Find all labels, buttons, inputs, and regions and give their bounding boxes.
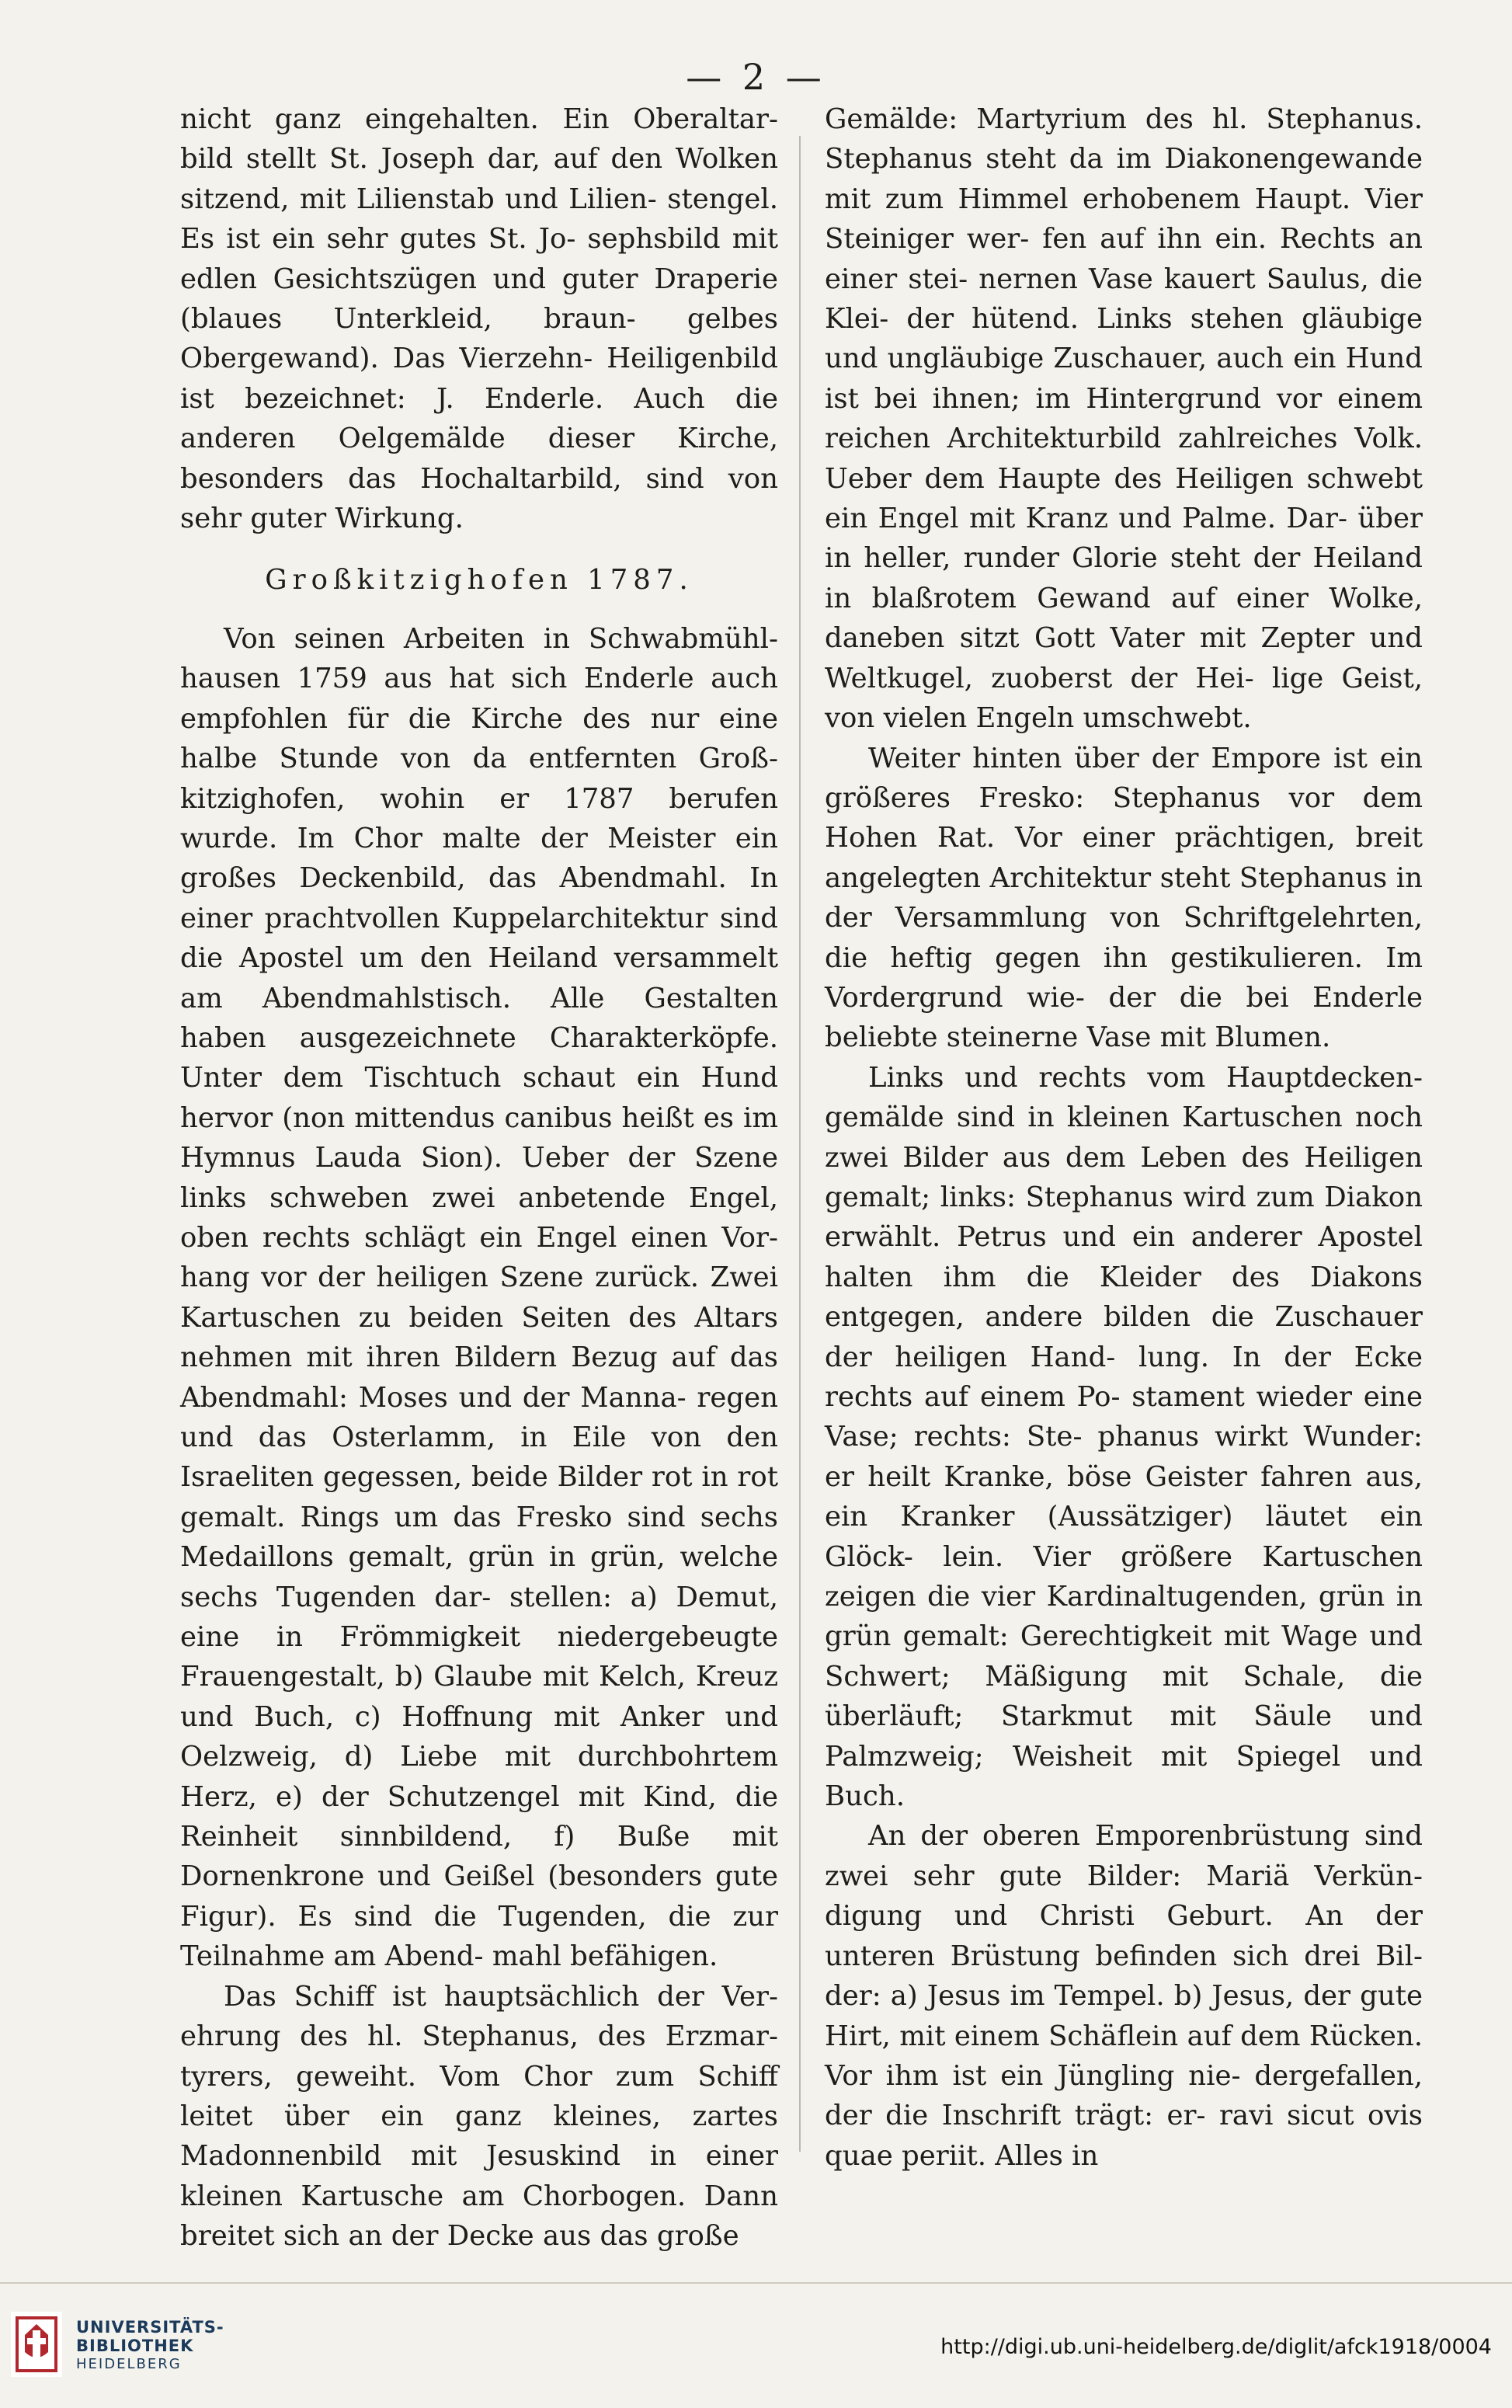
logo-line-2: BIBLIOTHEK bbox=[76, 2337, 194, 2355]
source-url-link[interactable]: http://digi.ub.uni-heidelberg.de/diglit/afck1918/0004 bbox=[940, 2335, 1492, 2359]
library-logo[interactable] bbox=[76, 2318, 224, 2374]
left-column bbox=[180, 99, 778, 2257]
page-number: — 2 — bbox=[686, 56, 826, 98]
right-column bbox=[825, 99, 1423, 2176]
university-seal-icon bbox=[11, 2312, 62, 2377]
paragraph: Gemälde: Martyrium des hl. Stephanus. Stephanus steht da im Diakonengewande mit zum Himmel erhobenem Haupt. Vier Steiniger wer- fen auf ihn ein. Rechts an einer stei- nernen Vase kauert Saulus, die Klei- der hütend. Links stehen gläubige und ungläubige Zuschauer, auch ein Hund ist bei ihnen; im Hintergrund vor einem reichen Architekturbild zahlreiches Volk. Ueber dem Haupte des Heiligen schwebt ein Engel mit Kranz und Palme. Dar- über in heller, runder Glorie steht der Heiland in blaßrotem Gewand auf einer Wolke, daneben sitzt Gott Vater mit Zepter und Weltkugel, zuoberst der Hei- lige Geist, von vielen Engeln umschwebt. bbox=[825, 103, 1423, 735]
footer-divider bbox=[0, 2282, 1512, 2284]
logo-line-1: UNIVERSITÄTS- bbox=[76, 2318, 224, 2337]
logo-line-3: HEIDELBERG bbox=[76, 2356, 182, 2372]
footer-bar bbox=[0, 2253, 1512, 2408]
paragraph: Das Schiff ist hauptsächlich der Ver- ehrung des hl. Stephanus, des Erzmar- tyrers, geweiht. Vom Chor zum Schiff leitet über ein ganz kleines, zartes Madonnenbild mit Jesuskind in einer kleinen Kartusche am Chorbogen. Dann breitet sich an der Decke aus das große bbox=[180, 1980, 778, 2253]
paragraph: Links und rechts vom Hauptdecken- gemälde sind in kleinen Kartuschen noch zwei Bilder aus dem Leben des Heiligen gemalt; links: Stephanus wird zum Diakon erwählt. Petrus und ein anderer Apostel halten ihm die Kleider des Diakons entgegen, andere bilden die Zuschauer der heiligen Hand- lung. In der Ecke rechts auf einem Po- stament wieder eine Vase; rechts: Ste- phanus wirkt Wunder: er heilt Kranke, böse Geister fahren aus, ein Kranker (Aussätziger) läutet ein Glöck- lein. Vier größere Kartuschen zeigen die vier Kardinaltugenden, grün in grün gemalt: Gerechtigkeit mit Wage und Schwert; Mäßigung mit Schale, die überläuft; Starkmut mit Säule und Palmzweig; Weisheit mit Spiegel und Buch. bbox=[825, 1061, 1423, 1813]
paragraph: An der oberen Emporenbrüstung sind zwei sehr gute Bilder: Mariä Verkün- digung und Christi Geburt. An der unteren Brüstung befinden sich drei Bil- der: a) Jesus im Tempel. b) Jesus, der gute Hirt, mit einem Schäflein auf dem Rücken. Vor ihm ist ein Jüngling nie- dergefallen, der die Inschrift trägt: er- ravi sicut ovis quae periit. Alles in bbox=[825, 1820, 1423, 2172]
column-divider bbox=[799, 136, 801, 2152]
paragraph: Von seinen Arbeiten in Schwabmühl- hausen 1759 aus hat sich Enderle auch empfohlen für die Kirche des nur eine halbe Stunde von da entfernten Groß- kitzighofen, wohin er 1787 berufen wurde. Im Chor malte der Meister ein großes Deckenbild, das Abendmahl. In einer prachtvollen Kuppelarchitektur sind die Apostel um den Heiland versammelt am Abendmahlstisch. Alle Gestalten haben ausgezeichnete Charakterköpfe. Unter dem Tischtuch schaut ein Hund hervor (non mittendus canibus heißt es im Hymnus Lauda Sion). Ueber der Szene links schweben zwei anbetende Engel, oben rechts schlägt ein Engel einen Vor- hang vor der heiligen Szene zurück. Zwei Kartuschen zu beiden Seiten des Altars nehmen mit ihren Bildern Bezug auf das Abendmahl: Moses und der Manna- regen und das Osterlamm, in Eile von den Israeliten gegessen, beide Bilder rot in rot gemalt. Rings um das Fresko sind sechs Medaillons gemalt, grün in grün, welche sechs Tugenden dar- stellen: a) Demut, eine in Frömmigkeit niedergebeugte Frauengestalt, b) Glaube mit Kelch, Kreuz und Buch, c) Hoffnung mit Anker und Oelzweig, d) Liebe mit durchbohrtem Herz, e) der Schutzengel mit Kind, die Reinheit sinnbildend, f) Buße mit Dornenkrone und Geißel (besonders gute Figur). Es sind die Tugenden, die zur Teilnahme am Abend- mahl befähigen. bbox=[180, 622, 778, 1973]
paragraph: nicht ganz eingehalten. Ein Oberaltar- bild stellt St. Joseph dar, auf den Wolken sitzend, mit Lilienstab und Lilien- stengel. Es ist ein sehr gutes St. Jo- sephsbild mit edlen Gesichtszügen und guter Draperie (blaues Unterkleid, braun- gelbes Obergewand). Das Vierzehn- Heiligenbild ist bezeichnet: J. Enderle. Auch die anderen Oelgemälde dieser Kirche, besonders das Hochaltarbild, sind von sehr guter Wirkung. bbox=[180, 103, 778, 535]
section-heading: Großkitzighofen 1787. bbox=[265, 564, 693, 597]
paragraph: Weiter hinten über der Empore ist ein größeres Fresko: Stephanus vor dem Hohen Rat. Vor einer prächtigen, breit angelegten Architektur steht Stephanus in der Versammlung von Schriftgelehrten, die heftig gegen ihn gestikulieren. Im Vordergrund wie- der die bei Enderle beliebte steinerne Vase mit Blumen. bbox=[825, 742, 1423, 1054]
